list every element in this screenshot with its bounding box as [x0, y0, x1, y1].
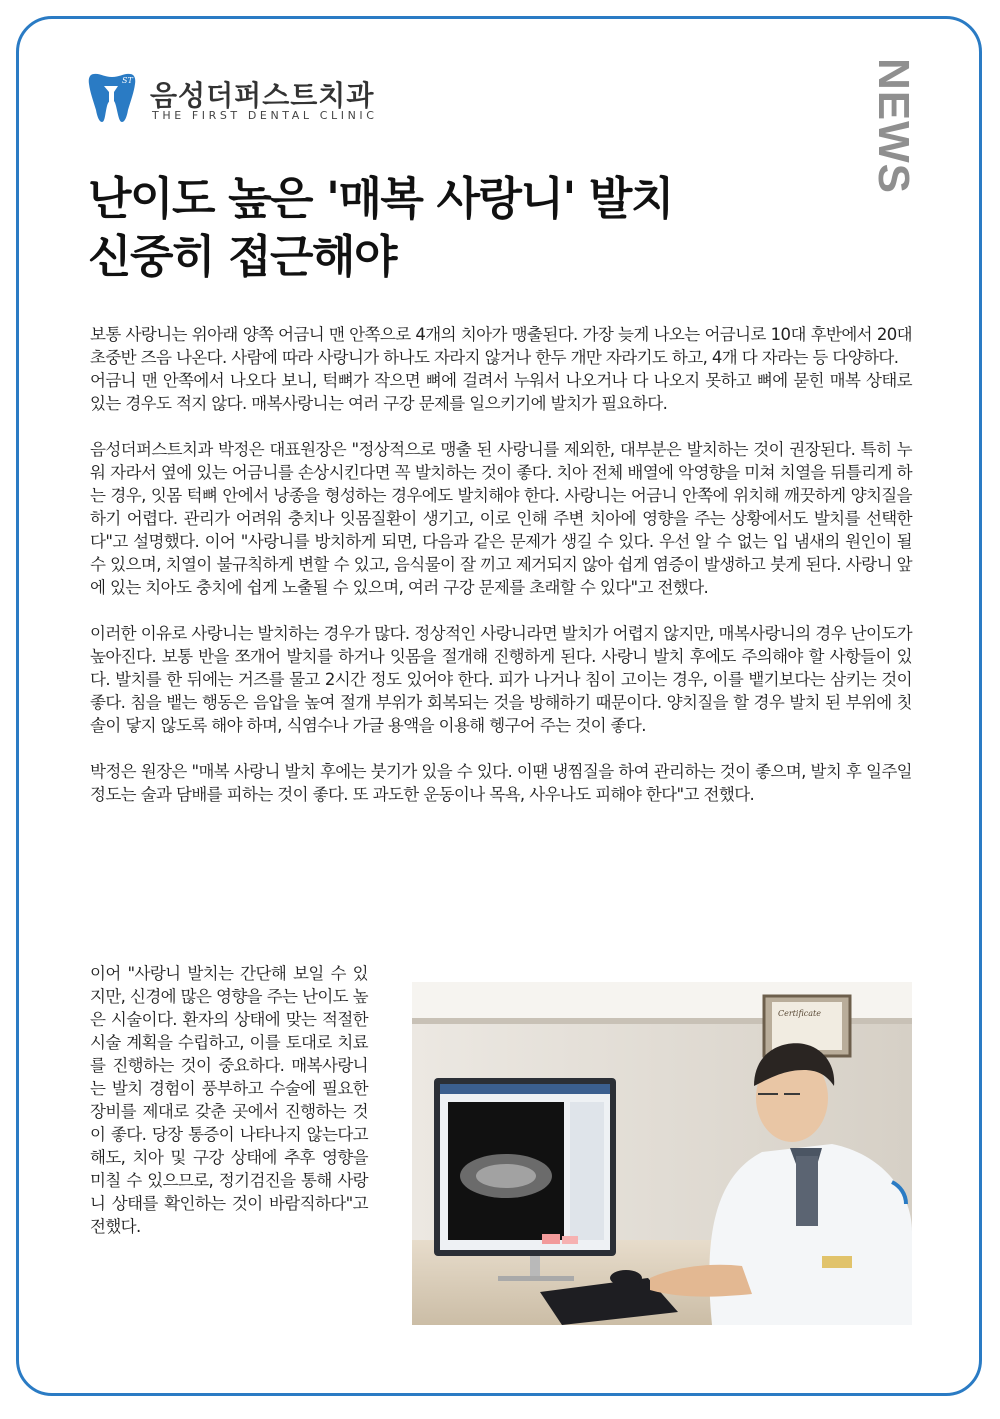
paragraph-1 [90, 323, 912, 415]
monitor-base [498, 1276, 574, 1281]
paragraph-5: 이어 "사랑니 발치는 간단해 보일 수 있지만, 신경에 많은 영향을 주는 난이도 높은 시술이다. 환자의 상태에 맞는 적절한 시술 계획을 수립하고, 이를 토대로 치료를 진행하는 것이 중요하다. 매복사랑니는 발치 경험이 풍부하고 수술에 필요한 장비를 제대로 갖춘 곳에서 진행하는 것이 좋다. 당장 통증이 나타나지 않는다고 해도, 치아 및 구강 상태에 추후 영향을 미칠 수 있으므로, 정기검진을 통해 사랑니 상태를 확인하는 것이 바람직하다"고 전했다. [90, 964, 368, 1236]
logo-mark-text: ST [122, 76, 133, 85]
article-body [90, 323, 912, 829]
clinic-name-english: THE FIRST DENTAL CLINIC [152, 109, 378, 122]
xray-teeth [476, 1164, 536, 1188]
clinic-name-korean: 음성더퍼스트치과 [150, 79, 375, 112]
mouse [610, 1270, 642, 1286]
tooth-logo-icon [88, 70, 138, 124]
certificate-text: Certificate [778, 1009, 821, 1018]
paragraph-2: 음성더퍼스트치과 박정은 대표원장은 "정상적으로 맹출 된 사랑니를 제외한, 대부분은 발치하는 것이 권장된다. 특히 누워 자라서 옆에 있는 어금니를 손상시킨다면 꼭 발치하는 것이 좋다. 치아 전체 배열에 악영향을 미쳐 치열을 뒤틀리게 하는 경우, 잇몸 턱뼈 안에서 낭종을 형성하는 경우에도 발치해야 한다. 사랑니는 어금니 안쪽에 위치해 깨끗하게 양치질을 하기 어렵다. 관리가 어려워 충치나 잇몸질환이 생기고, 이로 인해 주변 치아에 영향을 주는 상황에서도 발치를 선택한다"고 설명했다. 이어 "사랑니를 방치하게 되면, 다음과 같은 문제가 생길 수 있다. 우선 알 수 없는 입 냄새의 원인이 될 수 있으며, 치열이 불규칙하게 변할 수 있고, 음식물이 잘 끼고 제거되지 않아 쉽게 염증이 발생하고 붓게 된다. 사랑니 앞에 있는 치아도 충치에 쉽게 노출될 수 있으며, 여러 구강 문제를 초래할 수 있다"고 전했다. [90, 440, 912, 597]
clinic-logo[interactable] [88, 68, 408, 124]
screen-titlebar [440, 1084, 610, 1094]
sticky-note-2 [562, 1236, 578, 1244]
doctor-at-monitor-illustration [412, 982, 912, 1325]
name-badge [822, 1256, 852, 1268]
article-headline [88, 170, 908, 286]
paragraph-3: 이러한 이유로 사랑니는 발치하는 경우가 많다. 정상적인 사랑니라면 발치가 어렵지 않지만, 매복사랑니의 경우 난이도가 높아진다. 보통 반을 쪼개어 발치를 하거나 잇몸을 절개해 진행하게 된다. 사랑니 발치 후에도 주의해야 할 사항들이 있다. 발치를 한 뒤에는 거즈를 물고 2시간 정도 있어야 한다. 피가 나거나 침이 고이는 경우, 이를 뱉기보다는 삼키는 것이 좋다. 침을 뱉는 행동은 음압을 높여 절개 부위가 회복되는 것을 방해하기 때문이다. 양치질을 할 경우 발치 된 부위에 칫솔이 닿지 않도록 해야 하며, 식염수나 가글 용액을 이용해 헹구어 주는 것이 좋다. [90, 624, 912, 735]
monitor-stand [530, 1256, 540, 1278]
headline-line-1: 난이도 높은 '매복 사랑니' 발치 [88, 172, 673, 225]
side-panel [570, 1102, 604, 1240]
shirt [796, 1156, 818, 1226]
paragraph-1b: 어금니 맨 안쪽에서 나오다 보니, 턱뼈가 작으면 뼈에 걸려서 누워서 나오거나 다 나오지 못하고 뼈에 묻힌 매복 상태로 있는 경우도 적지 않다. 매복사랑니는 여러 구강 문제를 일으키기에 발치가 필요하다. [90, 371, 912, 413]
doctor-photo [412, 982, 912, 1325]
headline-line-2: 신중히 접근해야 [88, 230, 396, 283]
paragraph-1a: 보통 사랑니는 위아래 양쪽 어금니 맨 안쪽으로 4개의 치아가 맹출된다. 가장 늦게 나오는 어금니로 10대 후반에서 20대 초중반 즈음 나온다. 사람에 따라 사랑니가 하나도 자라지 않거나 한두 개만 자라기도 하고, 4개 다 자라는 등 다양하다. [90, 325, 912, 367]
paragraph-4: 박정은 원장은 "매복 사랑니 발치 후에는 붓기가 있을 수 있다. 이땐 냉찜질을 하여 관리하는 것이 좋으며, 발치 후 일주일 정도는 술과 담배를 피하는 것이 좋다. 또 과도한 운동이나 목욕, 사우나도 피해야 한다"고 전했다. [90, 762, 912, 804]
sticky-note [542, 1234, 560, 1244]
news-section-tag: NEWS [869, 58, 918, 194]
